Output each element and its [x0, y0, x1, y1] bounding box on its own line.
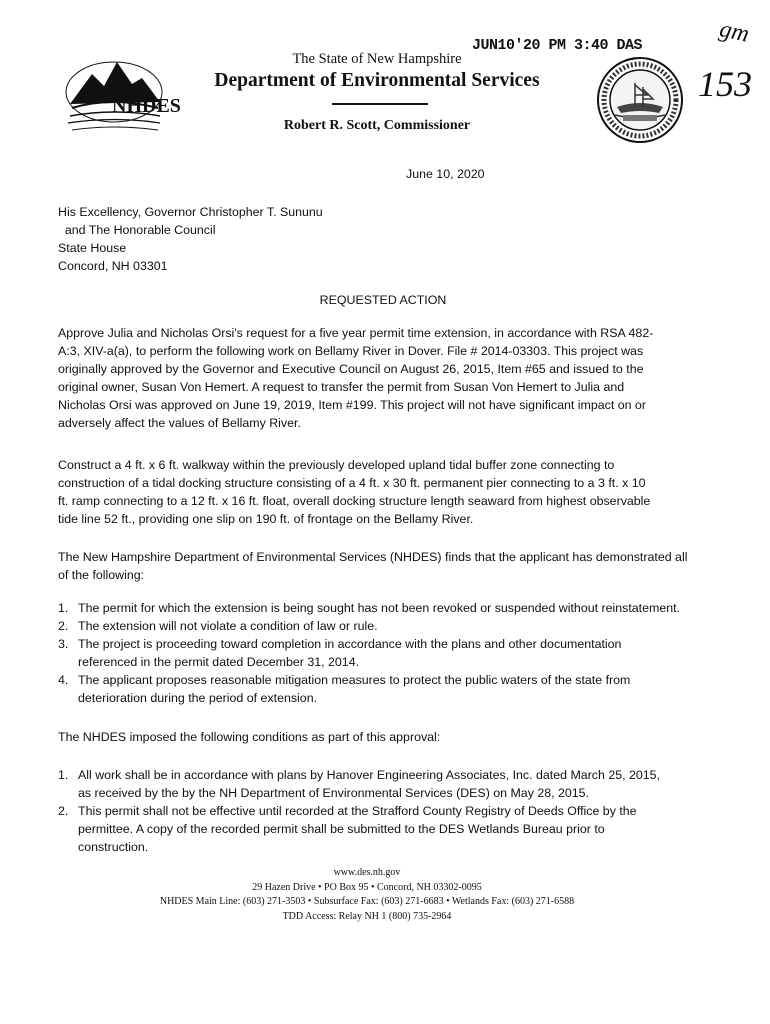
- text-line: original owner, Susan Von Hemert. A request to transfer the permit from Susan Von Hemert to Julia and: [58, 380, 625, 394]
- commissioner-name: Robert R. Scott, Commissioner: [283, 118, 471, 133]
- list-item: [58, 599, 718, 617]
- handwritten-initials: gm: [717, 16, 752, 48]
- list-item: [58, 766, 718, 802]
- text-line: The project is proceeding toward completion in accordance with the plans and other documentation: [78, 637, 622, 651]
- handwritten-item-number: 153: [698, 64, 752, 104]
- text-line: The extension will not violate a condition of law or rule.: [78, 619, 378, 633]
- text-line: The permit for which the extension is being sought has not been revoked or suspended without reinstatement.: [78, 601, 680, 615]
- text-line: originally approved by the Governor and Executive Council on August 26, 2015, Item #65 and issued to the: [58, 362, 644, 376]
- footer-website[interactable]: www.des.nh.gov: [333, 867, 401, 878]
- text-line: The New Hampshire Department of Environmental Services (NHDES) finds that the applicant has demonstrated all: [58, 550, 688, 564]
- request-paragraph: [58, 324, 710, 432]
- address-line: Concord, NH 03301: [58, 259, 168, 273]
- text-line: as received by the by the NH Department of Environmental Services (DES) on May 28, 2015.: [78, 786, 590, 800]
- address-block: [58, 203, 323, 275]
- list-number: 1.: [58, 768, 69, 782]
- text-line: Construct a 4 ft. x 6 ft. walkway within the previously developed upland tidal buffer zone connecting to: [58, 458, 615, 472]
- list-item: [58, 635, 718, 671]
- letter-footer: [0, 866, 752, 924]
- footer-phone-numbers: NHDES Main Line: (603) 271-3503 • Subsurface Fax: (603) 271-6683 • Wetlands Fax: (603) 271-6588: [159, 896, 575, 907]
- project-description-paragraph: [58, 456, 710, 528]
- department-name: Department of Environmental Services: [214, 70, 540, 91]
- conditions-intro: The NHDES imposed the following conditions as part of this approval:: [58, 730, 441, 744]
- received-stamp: JUN10'20 PM 3:40 DAS: [472, 37, 643, 54]
- text-line: referenced in the permit dated December 31, 2014.: [78, 655, 360, 669]
- footer-tdd: TDD Access: Relay NH 1 (800) 735-2964: [282, 910, 452, 922]
- footer-address: 29 Hazen Drive • PO Box 95 • Concord, NH 03302-0095: [252, 881, 482, 893]
- address-line: and The Honorable Council: [58, 223, 216, 237]
- list-item: [58, 617, 718, 635]
- address-line: His Excellency, Governor Christopher T. Sununu: [58, 205, 323, 219]
- text-line: Approve Julia and Nicholas Orsi's request for a five year permit time extension, in accordance with RSA 482-: [58, 326, 654, 340]
- text-line: permittee. A copy of the recorded permit shall be submitted to the DES Wetlands Bureau prior to: [78, 822, 605, 836]
- findings-list: [58, 599, 718, 707]
- text-line: A:3, XIV-a(a), to perform the following work on Bellamy River in Dover. File # 2014-03303. This project was: [58, 344, 644, 358]
- address-line: State House: [58, 241, 127, 255]
- list-item: [58, 671, 718, 707]
- text-line: This permit shall not be effective until recorded at the Strafford County Registry of Deeds Office by the: [78, 804, 637, 818]
- list-number: 1.: [58, 601, 69, 615]
- text-line: adversely affect the values of Bellamy River.: [58, 416, 301, 430]
- list-number: 2.: [58, 619, 69, 633]
- list-number: 2.: [58, 804, 69, 818]
- text-line: All work shall be in accordance with plans by Hanover Engineering Associates, Inc. dated March 25, 2015,: [78, 768, 660, 782]
- requested-action-heading: REQUESTED ACTION: [319, 293, 447, 307]
- list-item: [58, 802, 718, 856]
- text-line: of the following:: [58, 568, 145, 582]
- logo-text: NHDES: [112, 95, 181, 117]
- text-line: Nicholas Orsi was approved on June 19, 2019, Item #199. This project will not have significant impact on or: [58, 398, 646, 412]
- conditions-list: [58, 766, 718, 856]
- text-line: The applicant proposes reasonable mitigation measures to protect the public waters of the state from: [78, 673, 631, 687]
- text-line: construction of a tidal docking structure consisting of a 4 ft. x 30 ft. permanent pier connecting to a 3 ft. x 10: [58, 476, 646, 490]
- findings-intro-paragraph: [58, 548, 710, 584]
- list-number: 3.: [58, 637, 69, 651]
- text-line: ft. ramp connecting to a 12 ft. x 16 ft. float, overall docking structure length seaward from highest observable: [58, 494, 651, 508]
- letter-date: June 10, 2020: [406, 167, 485, 181]
- header-divider: [332, 103, 428, 105]
- state-name: The State of New Hampshire: [292, 51, 462, 67]
- list-number: 4.: [58, 673, 69, 687]
- text-line: construction.: [78, 840, 149, 854]
- text-line: tide line 52 ft., providing one slip on 190 ft. of frontage on the Bellamy River.: [58, 512, 474, 526]
- text-line: deterioration during the period of extension.: [78, 691, 318, 705]
